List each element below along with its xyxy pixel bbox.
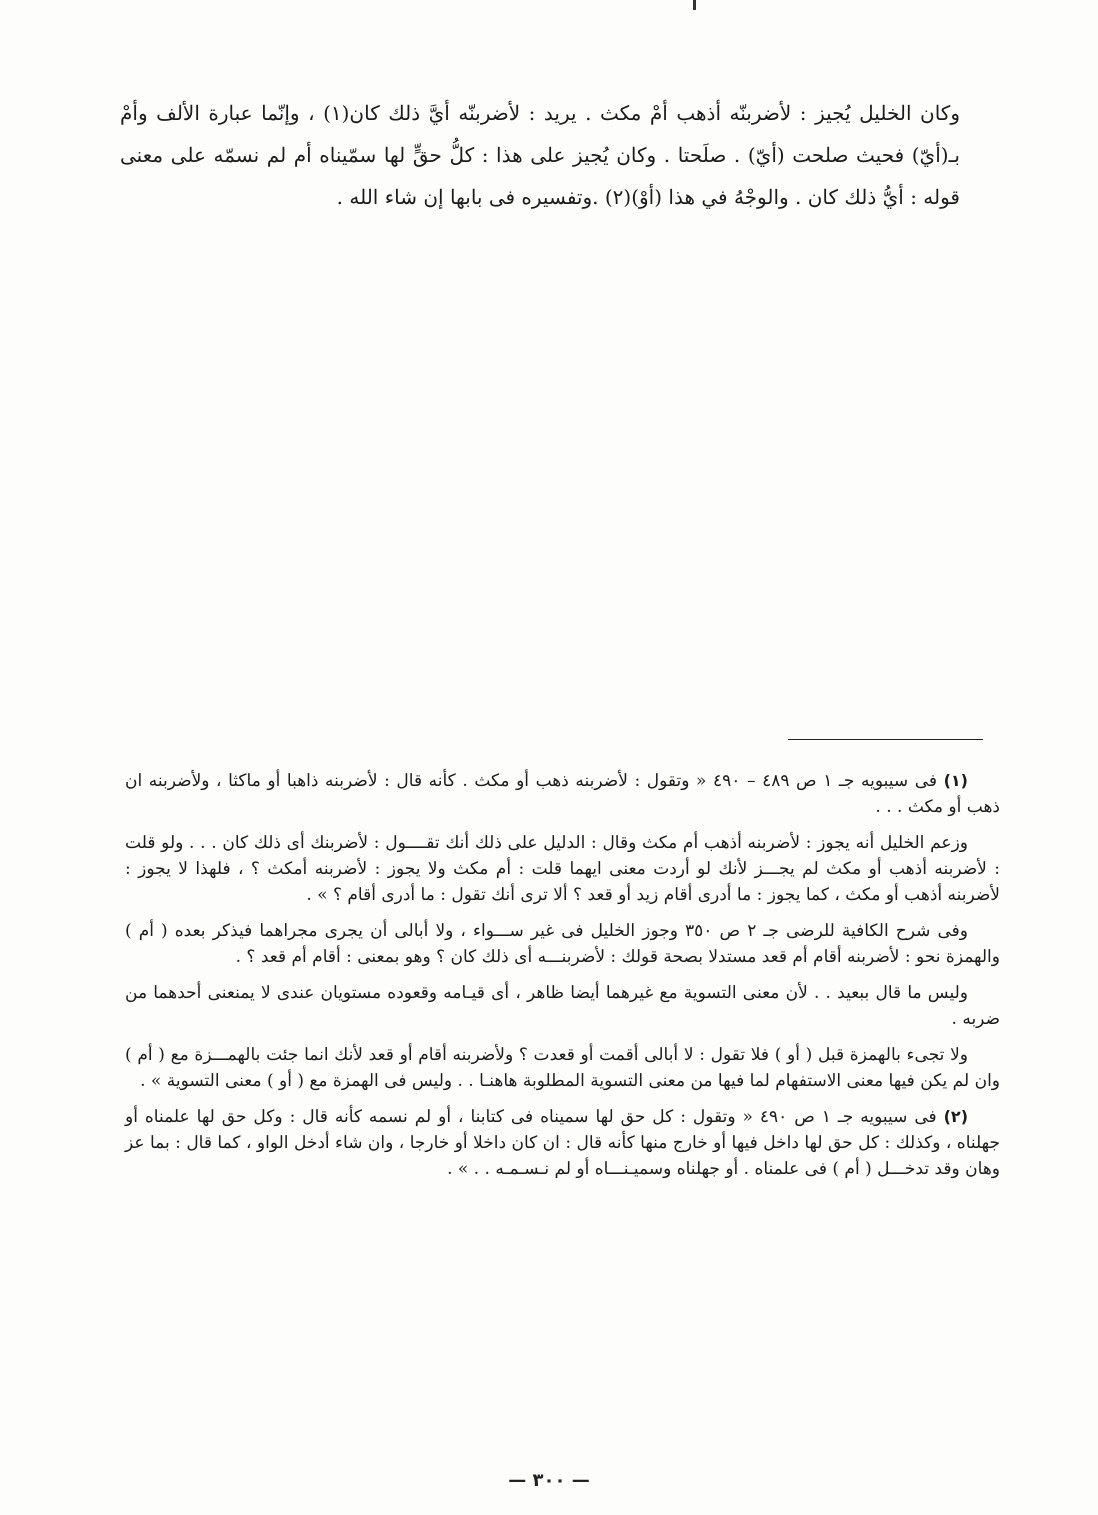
footnote-1-continuation: [125, 980, 1000, 1032]
footnotes: [125, 768, 1000, 1192]
footnote-text: فى سيبويه جـ ١ ص ٤٩٠ « وتقول : كل حق لها سميناه فى كتابنا ، أو لم نسمه كأنه قال : وكل حق لها علمناه أو جهلناه ، وكذلك : كل حق لها داخل فيها أو خارج منها كأنه قال : ان كان داخلا أو خارجا ، وان شاء أدخل الواو ، كما قال : بما عز وهان وقد تدخـــل ( أم ) فى علمناه . أو جهلناه وسميـنـــاه أو لم نـسـمـه . . » .: [125, 1107, 1000, 1179]
footnote-1-continuation: [125, 830, 1000, 908]
main-paragraph: وكان الخليل يُجيز : لأضربنّه أذهب أمْ مكث . يريد : لأضربنّه أيَّ ذلك كان(١) ، وإنّما عبارة الألف وأمْ بـ(أيّ) فحيث صلحت (أيّ) . صلَحتا . وكان يُجيز على هذا : كلُّ حقٍّ لها سمّيناه أم لم نسمّه على معنى قوله : أيُّ ذلك كان . والوجْهُ في هذا (أوْ)(٢) .وتفسيره فى بابها إن شاء الله .: [120, 101, 960, 209]
footnote-text: وليس ما قال ببعيد . . لأن معنى التسوية مع غيرهما أيضا ظاهر ، أى قيـامه وقعوده مستويان عندى لا يمنعنى أحدهما من ضربه .: [125, 983, 1000, 1029]
footnote-2: [125, 1104, 1000, 1182]
footnote-text: فى سيبويه جـ ١ ص ٤٨٩ – ٤٩٠ « وتقول : لأضربنه ذهب أو مكث . كأنه قال : لأضربنه ذاهبا أو ماكثا ، ولأضربنه ان ذهب أو مكث . . .: [125, 771, 1000, 817]
footnote-text: وفى شرح الكافية للرضى جـ ٢ ص ٣٥٠ وجوز الخليل فى غير ســـواء ، ولا أبالى أن يجرى مجراهما فيذكر بعده ( أم ) والهمزة نحو : لأضربنه أقام أم قعد مستدلا بصحة قولك : لأضربنـــه أى ذلك كان ؟ وهو بمعنى : أقام أم قعد ؟ .: [125, 921, 1000, 967]
footnote-text: ولا تجىء بالهمزة قبل ( أو ) فلا تقول : لا أبالى أقمت أو قعدت ؟ ولأضربنه أقام أو قعد لأنك انما جئت بالهمـــزة مع ( أم ) وان لم يكن فيها معنى الاستفهام لما فيها من معنى التسوية المطلوبة هاهنـا . . وليس فى الهمزة مع ( أو ) معنى التسوية » .: [125, 1045, 1000, 1091]
footnote-1: [125, 768, 1000, 820]
main-text: [120, 92, 960, 218]
footnote-number: (٢): [943, 1107, 968, 1126]
footnote-text: وزعم الخليل أنه يجوز : لأضربنه أذهب أم مكث وقال : الدليل على ذلك أنك تقــــول : لأضربنك أى ذلك كان . . . ولو قلت : لأضربنه أذهب أو مكث لم يجـــز لأنك لو أردت معنى ايهما قلت : أم مكث ولا يجوز : لأضربنه أمكث ؟ ، فلهذا لا يجوز : لأضربنه أذهب أو مكث ، كما يجوز : ما أدرى أقام زيد أو قعد ؟ ألا ترى أنك تقول : ما أدرى أقام ؟ » .: [125, 833, 1000, 905]
page-number: — ٣٠٠ —: [508, 1470, 590, 1491]
footnote-1-continuation: [125, 918, 1000, 970]
footnote-number: (١): [943, 771, 968, 790]
scan-mark: [693, 0, 696, 10]
footnote-1-continuation: [125, 1042, 1000, 1094]
footnote-divider: [788, 739, 983, 740]
